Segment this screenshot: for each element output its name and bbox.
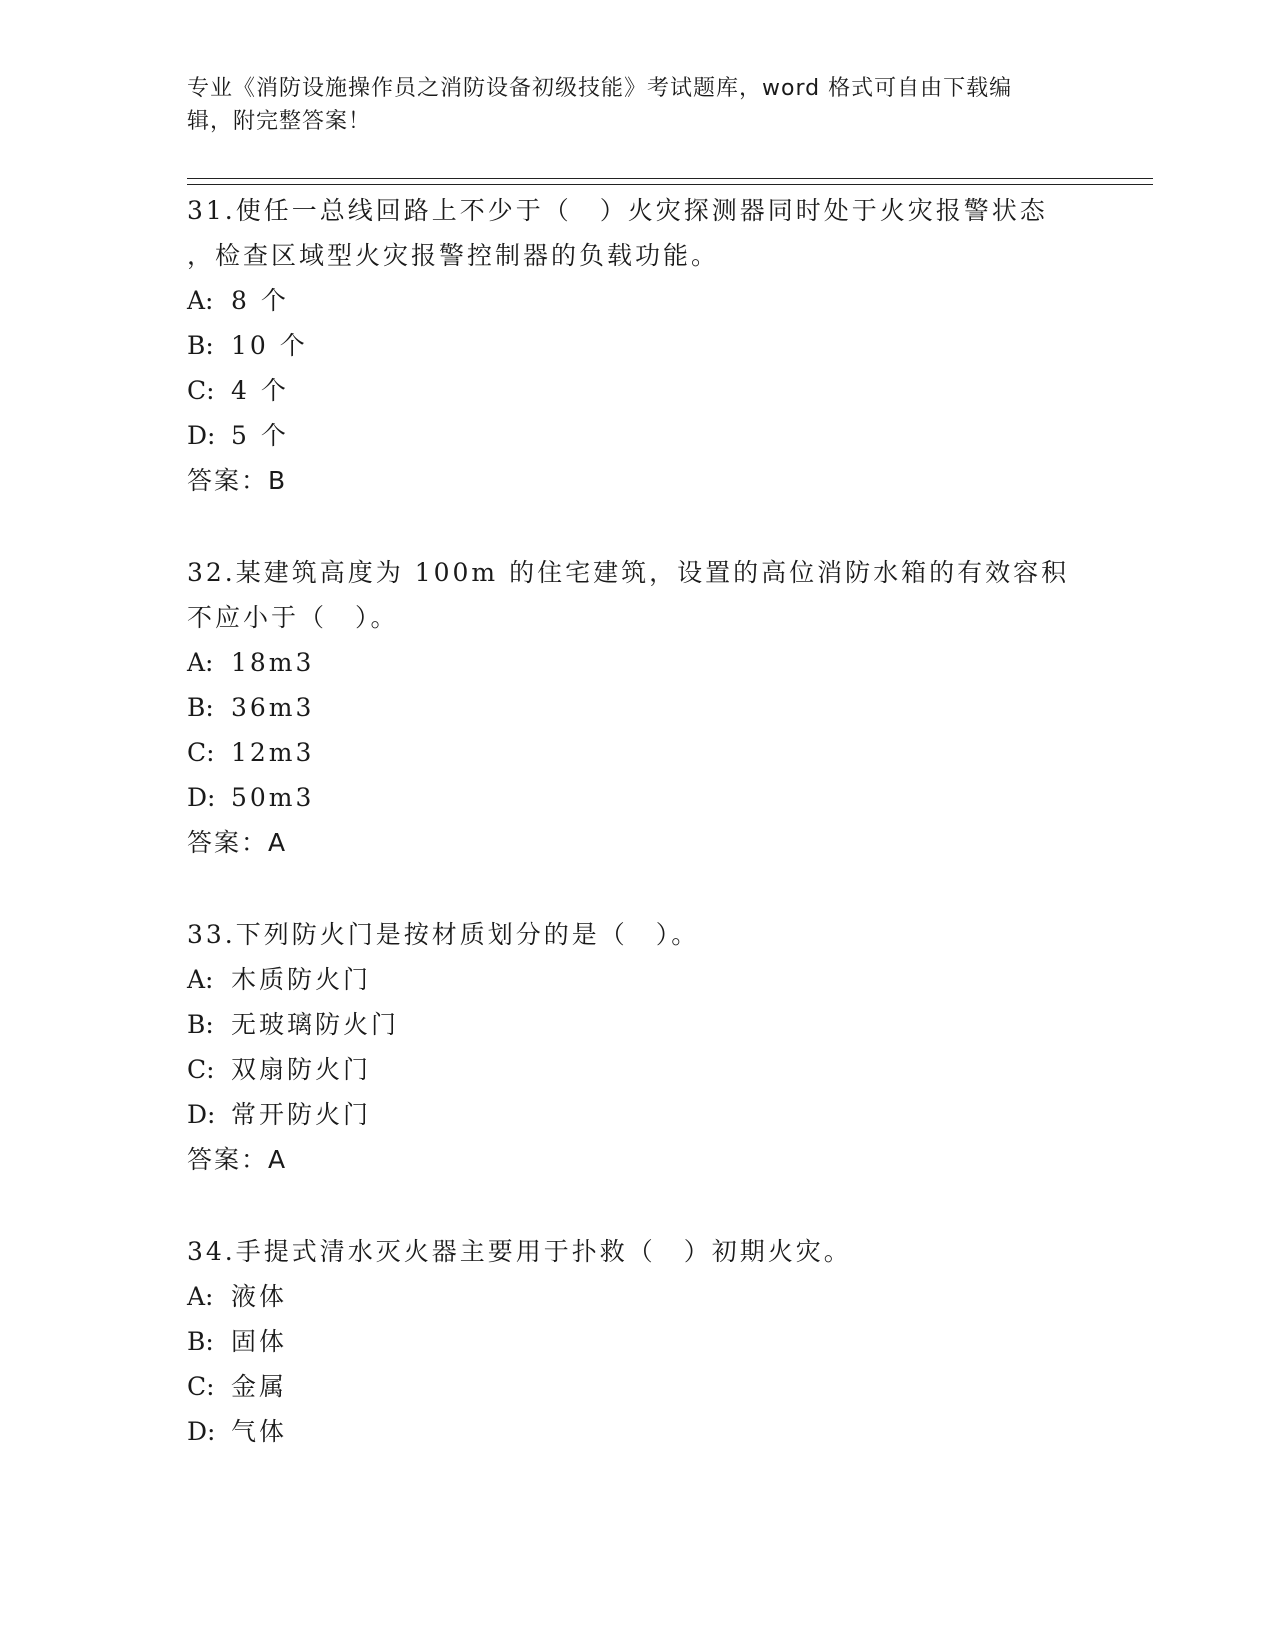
option-text: 36m3 bbox=[231, 693, 315, 722]
option-letter: B: bbox=[187, 1010, 214, 1039]
option-text: 气体 bbox=[231, 1417, 288, 1446]
option-letter: A: bbox=[187, 648, 214, 677]
question-list bbox=[187, 188, 1087, 1454]
question-stem bbox=[187, 1229, 1087, 1274]
question-stem-line: 33.下列防火门是按材质划分的是（ ）。 bbox=[187, 920, 700, 949]
option-b bbox=[187, 1002, 1087, 1047]
option-c bbox=[187, 368, 1087, 413]
option-text: 50m3 bbox=[231, 783, 315, 812]
option-letter: D: bbox=[187, 1100, 216, 1129]
question-stem-line: 34.手提式清水灭火器主要用于扑救（ ）初期火灾。 bbox=[187, 1237, 852, 1266]
header-line-1: 专业《消防设施操作员之消防设备初级技能》考试题库，word 格式可自由下载编 bbox=[187, 76, 1013, 101]
option-letter: D: bbox=[187, 1417, 216, 1446]
option-d bbox=[187, 775, 1087, 820]
option-c bbox=[187, 730, 1087, 775]
question-stem bbox=[187, 550, 1087, 640]
option-text: 8 个 bbox=[231, 286, 289, 315]
answer-line: 答案：A bbox=[187, 828, 288, 857]
option-letter: C: bbox=[187, 376, 215, 405]
option-b bbox=[187, 323, 1087, 368]
question-33 bbox=[187, 912, 1087, 1182]
option-a bbox=[187, 278, 1087, 323]
question-stem-line: 32.某建筑高度为 100m 的住宅建筑，设置的高位消防水箱的有效容积 bbox=[187, 558, 1070, 587]
option-c bbox=[187, 1364, 1087, 1409]
option-text: 金属 bbox=[231, 1372, 288, 1401]
question-spacer bbox=[187, 1182, 1087, 1229]
option-d bbox=[187, 1092, 1087, 1137]
document-header bbox=[187, 72, 1087, 138]
question-stem-line: ，检查区域型火灾报警控制器的负载功能。 bbox=[187, 241, 720, 270]
option-d bbox=[187, 413, 1087, 458]
option-text: 液体 bbox=[231, 1282, 288, 1311]
option-b bbox=[187, 685, 1087, 730]
option-text: 双扇防火门 bbox=[231, 1055, 372, 1084]
option-a bbox=[187, 640, 1087, 685]
header-divider-top bbox=[187, 178, 1153, 179]
header-divider-bottom bbox=[187, 184, 1153, 185]
option-text: 10 个 bbox=[231, 331, 308, 360]
option-letter: B: bbox=[187, 1327, 214, 1356]
question-31 bbox=[187, 188, 1087, 503]
option-text: 4 个 bbox=[231, 376, 289, 405]
option-text: 无玻璃防火门 bbox=[231, 1010, 400, 1039]
question-stem-line: 31.使任一总线回路上不少于（ ）火灾探测器同时处于火灾报警状态 bbox=[187, 196, 1048, 225]
option-letter: D: bbox=[187, 783, 216, 812]
question-stem-line: 不应小于（ ）。 bbox=[187, 603, 399, 632]
option-letter: A: bbox=[187, 965, 214, 994]
option-text: 常开防火门 bbox=[231, 1100, 372, 1129]
question-stem bbox=[187, 912, 1087, 957]
option-letter: A: bbox=[187, 1282, 214, 1311]
header-line-2: 辑，附完整答案！ bbox=[187, 109, 372, 134]
option-b bbox=[187, 1319, 1087, 1364]
option-c bbox=[187, 1047, 1087, 1092]
option-letter: C: bbox=[187, 1055, 215, 1084]
option-a bbox=[187, 1274, 1087, 1319]
option-letter: C: bbox=[187, 738, 215, 767]
question-34 bbox=[187, 1229, 1087, 1454]
option-text: 固体 bbox=[231, 1327, 288, 1356]
option-text: 18m3 bbox=[231, 648, 315, 677]
answer-line: 答案：B bbox=[187, 466, 288, 495]
option-letter: A: bbox=[187, 286, 214, 315]
option-text: 12m3 bbox=[231, 738, 315, 767]
option-a bbox=[187, 957, 1087, 1002]
question-spacer bbox=[187, 865, 1087, 912]
option-letter: B: bbox=[187, 331, 214, 360]
option-letter: D: bbox=[187, 421, 216, 450]
option-letter: C: bbox=[187, 1372, 215, 1401]
question-32 bbox=[187, 550, 1087, 865]
option-d bbox=[187, 1409, 1087, 1454]
option-text: 5 个 bbox=[231, 421, 289, 450]
answer-line: 答案：A bbox=[187, 1145, 288, 1174]
option-letter: B: bbox=[187, 693, 214, 722]
question-spacer bbox=[187, 503, 1087, 550]
option-text: 木质防火门 bbox=[231, 965, 372, 994]
question-stem bbox=[187, 188, 1087, 278]
